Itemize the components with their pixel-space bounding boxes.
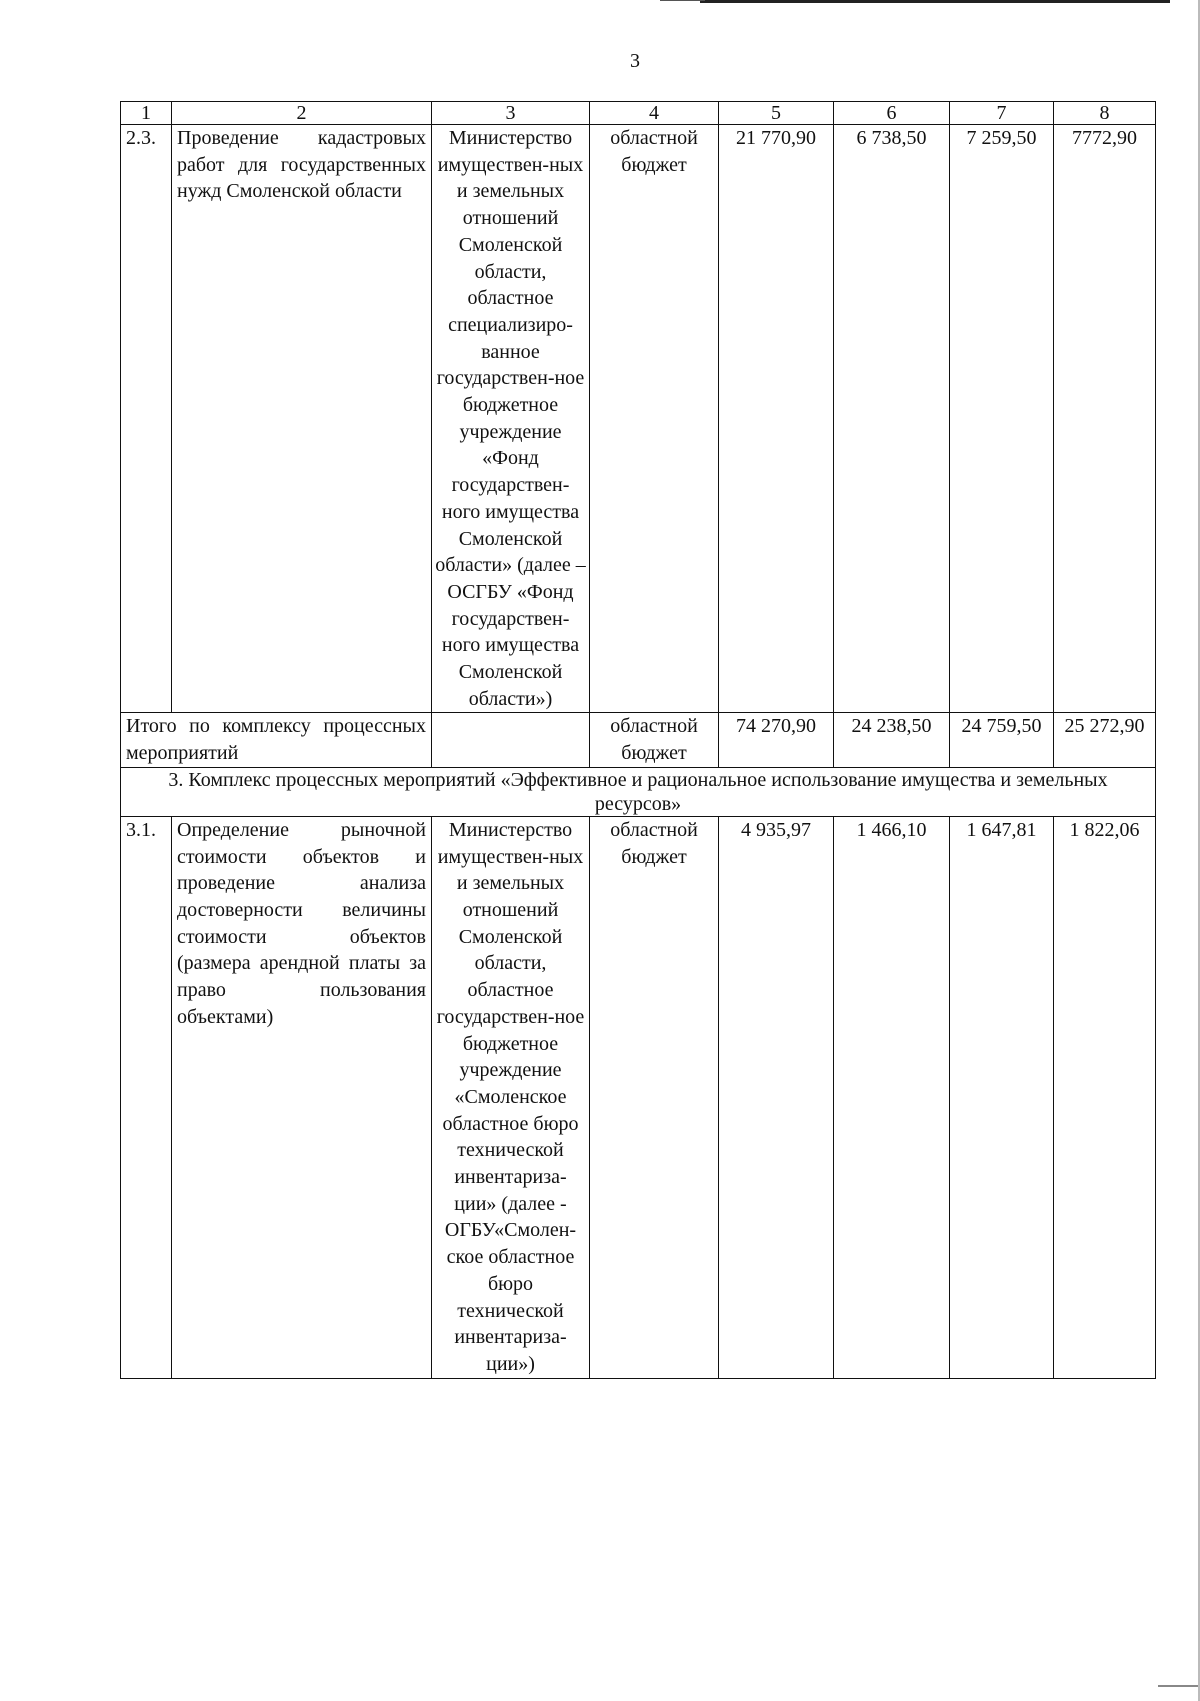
column-header: 3 — [432, 102, 590, 125]
value-col6: 1 466,10 — [834, 816, 950, 1378]
value-col6: 6 738,50 — [834, 125, 950, 713]
executor — [432, 713, 590, 767]
value-col8: 7772,90 — [1054, 125, 1156, 713]
budget-table — [120, 101, 1156, 1379]
column-header: 5 — [719, 102, 834, 125]
scan-edge-line — [660, 0, 705, 1]
value-col8: 25 272,90 — [1054, 713, 1156, 767]
total-row — [121, 713, 1156, 767]
executor: Министерство имуществен-ных и земельных отношений Смоленской области, областное государствен-ное бюджетное учреждение «Смоленское областное бюро технической инвентариза-ции» (далее - ОГБУ«Смолен-ское областное бюро технической инвентариза-ции») — [432, 816, 590, 1378]
value-col8: 1 822,06 — [1054, 816, 1156, 1378]
column-header: 8 — [1054, 102, 1156, 125]
value-col7: 7 259,50 — [950, 125, 1054, 713]
column-header: 2 — [172, 102, 432, 125]
funding-source: областной бюджет — [590, 816, 719, 1378]
value-col7: 24 759,50 — [950, 713, 1054, 767]
column-header: 7 — [950, 102, 1054, 125]
value-col7: 1 647,81 — [950, 816, 1054, 1378]
page-number: 3 — [630, 50, 640, 72]
header-row — [121, 102, 1156, 125]
value-col5: 21 770,90 — [719, 125, 834, 713]
scan-edge-line — [1158, 1685, 1198, 1687]
value-col5: 74 270,90 — [719, 713, 834, 767]
executor: Министерство имуществен-ных и земельных отношений Смоленской области, областное специализиро-ванное государствен-ное бюджетное учреждение «Фонд государствен-ного имущества Смоленской области» (далее – ОСГБУ «Фонд государствен-ного имущества Смоленской области») — [432, 125, 590, 713]
row-number: 3.1. — [121, 816, 172, 1378]
column-header: 1 — [121, 102, 172, 125]
section-title: 3. Комплекс процессных мероприятий «Эффективное и рациональное использование имущества и земельных ресурсов» — [121, 767, 1156, 816]
funding-source: областной бюджет — [590, 125, 719, 713]
activity-name: Проведение кадастровых работ для государственных нужд Смоленской области — [172, 125, 432, 713]
column-header: 4 — [590, 102, 719, 125]
table-row — [121, 125, 1156, 713]
funding-source: областной бюджет — [590, 713, 719, 767]
value-col6: 24 238,50 — [834, 713, 950, 767]
value-col5: 4 935,97 — [719, 816, 834, 1378]
row-number: 2.3. — [121, 125, 172, 713]
scan-edge-line — [700, 0, 1170, 3]
column-header: 6 — [834, 102, 950, 125]
total-label: Итого по комплексу процессных мероприятий — [121, 713, 432, 767]
section-row — [121, 767, 1156, 816]
activity-name: Определение рыночной стоимости объектов и проведение анализа достоверности величины стоимости объектов (размера арендной платы за право пользования объектами) — [172, 816, 432, 1378]
table-row — [121, 816, 1156, 1378]
